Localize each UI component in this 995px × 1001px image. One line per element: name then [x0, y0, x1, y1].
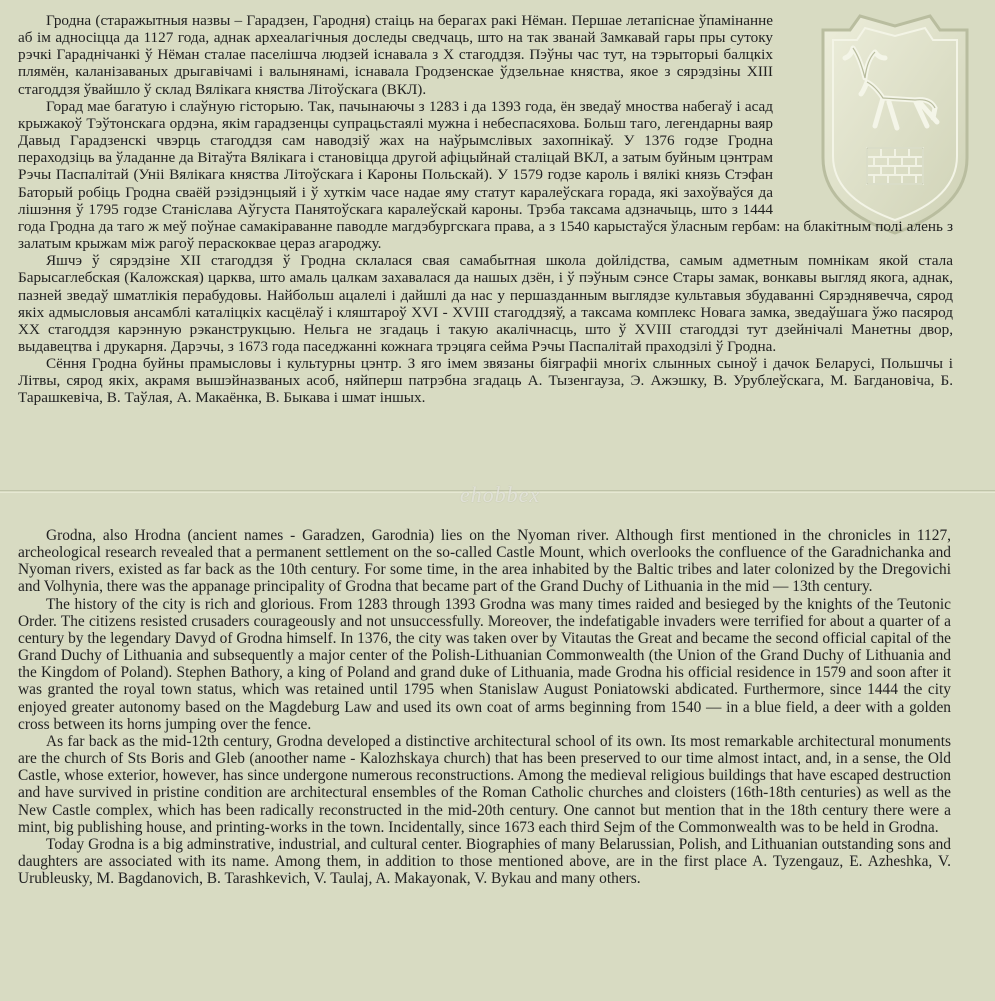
- english-paragraph-4: Today Grodna is a big adminstrative, industrial, and cultural center. Biographies of many Belarussian, Polish, and Lithuanian outstanding sons and daughters are associated with its name. Among them, in addition to those mentioned above, are in the first place A. Tyzengauz, E. Azheshka, V. Urubleusky, M. Bagdanovich, B. Tarashkevich, V. Taulaj, A. Makayonak, V. Bykau and many others.: [18, 835, 951, 888]
- belarusian-text: [18, 12, 953, 407]
- belarusian-paragraph-2: Горад мае багатую і слаўную гісторыю. Так, пачынаючы з 1283 і да 1393 года, ён зведаў мноства набегаў і асад крыжакоў Тэўтонскага ордэна, якім гарадзенцы супрацьстаялі мужна і небеспасяхова. Больш таго, легендарны ваяр Давыд Гарадзенскі чвэрць стагоддзя сам наводзіў жах на наўрымслівых захопнікаў. У 1376 годзе Гродна пераходзіць ва ўладанне да Вітаўта Вялікага і становіцца другой афіцыйнай сталіцай ВКЛ, а затым буйным цэнтрам Рэчы Паспалітай (Уніі Вялікага княства Літоўскага і Кароны Польскай). У 1579 годзе кароль і вялікі князь Стэфан Баторый робіць Гродна сваёй рэзідэнцыяй і ў хуткім часе надае яму статут каралеўскага горада, які захоўваўся да лішэння ў 1795 годзе Станіслава Аўгуста Панятоўскага каралеўскай кароны. Трэба таксама адзначыць, што з 1444 года Гродна да таго ж меў поўнае самакіраванне паводле магдэбургскага права, а з 1540 карыстаўся ўласным гербам: на блакітным полі алень з залатым крыжам між рагоў пераскоквае цераз агароджу.: [18, 97, 953, 253]
- watermark: ehobbex: [459, 482, 541, 507]
- english-paragraph-2: The history of the city is rich and glorious. From 1283 through 1393 Grodna was many times raided and besieged by the knights of the Teutonic Order. The citizens resisted crusaders courageously and not unsuccessfully. Moreover, the indefatigable invaders were terrified for about a quarter of a century by the legendary Davyd of Grodna himself. In 1376, the city was taken over by Vitautas the Great and became the second official capital of the Grand Duchy of Lithuania and subsequently a major center of the Polish-Lithuanian Commonwealth (the Union of the Grand Duchy of Lithuania and the Kingdom of Poland). Stephen Bathory, a king of Poland and grand duke of Lithuania, made Grodna his official residence in 1579 and soon after it was granted the royal town status, which was retained until 1795 when Stanislaw August Poniatowski abdicated. Furthermore, since 1444 the city enjoyed greater autonomy based on the Magdeburg Law and used its own coat of arms beginning from 1540 — in a blue field, a deer with a golden cross between its horns jumping over the fence.: [18, 595, 951, 733]
- english-paragraph-3: As far back as the mid-12th century, Grodna developed a distinctive architectural school of its own. Its most remarkable architectural monuments are the church of Sts Boris and Gleb (anoother name - Kalozhskaya church) that has been preserved to our time almost intact, and, in a sense, the Old Castle, whose exterior, however, has since undergone numerous reconstructions. Among the medieval religious buildings that have escaped destruction and have survived in pristine condition are architectural ensembles of the Roman Catholic churches and cloisters (16th-18th centuries) as well as the New Castle complex, which has been radically reconstructed in the mid-20th century. One cannot but mention that in the 18th century there were a mint, big publishing house, and printing-works in the town. Incidentally, since 1673 each third Sejm of the Commonwealth was to be held in Grodna.: [18, 732, 951, 836]
- belarusian-paragraph-1: Гродна (старажытныя назвы – Гарадзен, Гародня) стаіць на берагах ракі Нёман. Першае летапіснае ўпамінанне аб ім адносіцца да 1127 года, аднак археалагічныя доследы сведчаць, што на так званай Замкавай гары пры сутоку рэчкі Гараднічанкі ў Нёман сталае паселішча людзей існавала з X стагоддзя. Пэўны час тут, на тэрыторыі балцкіх плямён, каланізаваных дрыгавічамі і валынянамі, існавала Гродзенскае ўдзельнае княства, якое з сярэдзіны XIII стагоддзя ўвайшло ў склад Вялікага княства Літоўскага (ВКЛ).: [18, 12, 773, 98]
- english-paragraph-1: Grodna, also Hrodna (ancient names - Garadzen, Garodnia) lies on the Nyoman river. Although first mentioned in the chronicles in 1127, archeological research revealed that a permanent settlement on the so-called Castle Mount, which overlooks the confluence of the Garadnichanka and Nyoman rivers, existed as far back as the 10th century. For some time, in the area inhabited by the Baltic tribes and later colonized by the Dregovichi and Volhynia, there was the appanage principality of Grodna that became part of the Grand Duchy of Lithuania in the mid — 13th century.: [18, 527, 951, 596]
- belarusian-paragraph-4: Сёння Гродна буйны прамысловы і культурны цэнтр. З яго імем звязаны біяграфіі многіх слынных сыноў і дачок Беларусі, Польшчы і Літвы, сярод якіх, акрамя вышэйназваных асоб, няйперш патрэбна згадаць А. Тызенгауза, Э. Ажэшку, В. Урублеўскага, М. Багдановіча, Б. Тарашкевіча, В. Таўлая, А. Макаёнка, В. Быкава і шмат іншых.: [18, 355, 953, 407]
- english-text: [18, 527, 951, 887]
- belarusian-paragraph-3: Яшчэ ў сярэдзіне XII стагоддзя ў Гродна склалася свая самабытная школа дойлідства, самым адметным помнікам якой стала Барысаглебская (Каложская) царква, што амаль цалкам захавалася да нашых дзён, і ў пэўным сэнсе Стары замак, вонкавы выгляд якога, аднак, пазней зведаў шматлікія перабудовы. Найбольш ацалелі і дайшлі да нас у першазданным выглядзе культавыя збудаванні Сярэднявечча, сярод якіх адмысловыя ансамблі каталіцкіх касцёлаў і кляштароў XVI - XVIII стагоддзяў, а таксама комплекс Новага замка, зведаўшага ўжо пасярод XX стагоддзя карэнную рэканструкцыю. Нельга не згадаць і такую акалічнасць, што ў XVIII стагоддзі тут дзейнічалі Манетны двор, выдавецтва і друкарня. Дарэчы, з 1673 года паседжанні кожнага трэцяга сейма Рэчы Паспалітай праходзілі ў Гродна.: [18, 252, 953, 355]
- emblem-spacer: [773, 12, 953, 202]
